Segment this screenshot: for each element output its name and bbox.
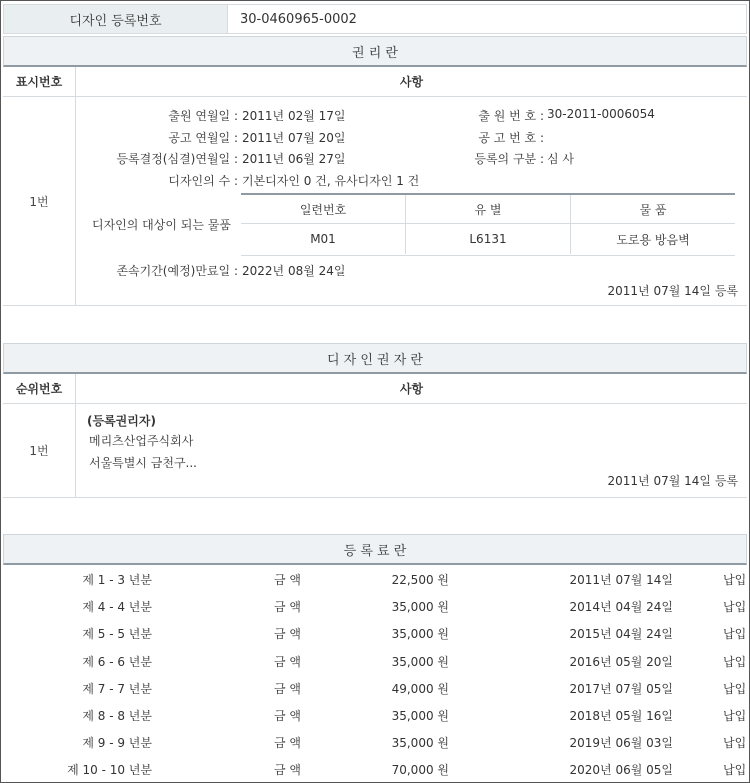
fee-paid-date: 2015년 04월 24일 — [569, 627, 673, 641]
holder-column-header — [3, 374, 747, 404]
pub-date: 2011년 07월 20일 — [242, 131, 346, 145]
holder-entry-number: 1번 — [3, 404, 76, 497]
holder-name: 메리츠산업주식회사 — [89, 434, 194, 448]
rights-registered-on: 2011년 07월 14일 등록 — [607, 284, 738, 298]
rights-col-content: 사항 — [399, 75, 424, 89]
holder-section-title: 디 자 인 권 자 란 — [3, 343, 747, 374]
decision-date: 2011년 06월 27일 — [242, 152, 346, 166]
fee-period: 제 6 - 6 년분 — [82, 655, 152, 669]
rights-column-header — [3, 67, 747, 97]
fee-amount-label: 금 액 — [274, 736, 301, 750]
fee-amount: 49,000 원 — [391, 682, 449, 696]
fee-amount: 35,000 원 — [391, 655, 449, 669]
fee-amount: 35,000 원 — [391, 736, 449, 750]
subject-col-serial: 일련번호 — [299, 202, 347, 217]
fee-period: 제 9 - 9 년분 — [82, 736, 152, 750]
subject-serial: M01 — [310, 232, 336, 246]
holder-col-content: 사항 — [399, 382, 424, 396]
design-count: 기본디자인 0 건, 유사디자인 1 건 — [242, 174, 420, 188]
fee-period: 제 8 - 8 년분 — [82, 709, 152, 723]
fee-amount: 35,000 원 — [391, 600, 449, 614]
design-count-label: 디자인의 수 : — [168, 174, 238, 188]
fee-paid-date: 2014년 04월 24일 — [569, 600, 673, 614]
fee-paid-date: 2020년 06월 05일 — [569, 763, 673, 777]
holder-col-num: 순위번호 — [3, 374, 76, 403]
filing-date-label: 출원 연월일 : — [168, 109, 238, 123]
fee-paid-date: 2017년 07월 05일 — [569, 682, 673, 696]
subject-table — [241, 193, 735, 256]
fee-paid-date: 2011년 07월 14일 — [569, 573, 673, 587]
filing-no: 30-2011-0006054 — [547, 107, 655, 121]
expiry-date: 2022년 08월 24일 — [242, 264, 346, 278]
fee-amount-label: 금 액 — [274, 573, 301, 587]
fee-status: 납입 — [723, 627, 747, 641]
fee-amount: 22,500 원 — [391, 573, 449, 587]
fee-paid-date: 2018년 05월 16일 — [569, 709, 673, 723]
subject-label: 디자인의 대상이 되는 물품 — [92, 218, 231, 232]
rights-section-title: 권 리 란 — [3, 36, 747, 67]
fee-period: 제 5 - 5 년분 — [82, 627, 152, 641]
fee-status: 납입 — [723, 655, 747, 669]
pub-no-label: 공 고 번 호 : — [478, 131, 544, 145]
fee-amount-label: 금 액 — [274, 682, 301, 696]
holder-registered-on: 2011년 07월 14일 등록 — [607, 474, 738, 488]
fee-period: 제 10 - 10 년분 — [67, 763, 152, 777]
rights-col-num: 표시번호 — [3, 67, 76, 96]
fee-paid-date: 2019년 06월 03일 — [569, 736, 673, 750]
filing-date: 2011년 02월 17일 — [242, 109, 346, 123]
fee-status: 납입 — [723, 573, 747, 587]
fee-amount: 35,000 원 — [391, 709, 449, 723]
fee-period: 제 4 - 4 년분 — [82, 600, 152, 614]
holder-role: (등록권리자) — [87, 414, 156, 428]
fee-status: 납입 — [723, 682, 747, 696]
fee-status: 납입 — [723, 709, 747, 723]
pub-date-label: 공고 연월일 : — [168, 131, 238, 145]
expiry-label: 존속기간(예정)만료일 : — [116, 264, 238, 278]
fee-amount-label: 금 액 — [274, 600, 301, 614]
fee-amount: 35,000 원 — [391, 627, 449, 641]
registration-number-value: 30-0460965-0002 — [240, 11, 357, 27]
fee-amount-label: 금 액 — [274, 627, 301, 641]
subject-col-article: 물 품 — [570, 195, 735, 223]
decision-date-label: 등록결정(심결)연월일 : — [116, 152, 238, 166]
fee-status: 납입 — [723, 600, 747, 614]
holder-address: 서울특별시 금천구... — [89, 456, 197, 470]
registration-number-row — [3, 4, 747, 34]
registration-number-label: 디자인 등록번호 — [4, 5, 228, 33]
subject-table-row — [241, 224, 735, 254]
fee-amount-label: 금 액 — [274, 655, 301, 669]
reg-type-label: 등록의 구분 : — [474, 152, 544, 166]
fee-amount-label: 금 액 — [274, 709, 301, 723]
subject-article: 도로용 방음벽 — [570, 224, 735, 254]
filing-no-label: 출 원 번 호 : — [478, 109, 544, 123]
fee-period: 제 7 - 7 년분 — [82, 682, 152, 696]
fee-status: 납입 — [723, 763, 747, 777]
subject-class: L6131 — [405, 224, 570, 254]
fee-paid-date: 2016년 05월 20일 — [569, 655, 673, 669]
fee-status: 납입 — [723, 736, 747, 750]
fees-section-title: 등 록 료 란 — [3, 534, 747, 565]
reg-type: 심 사 — [547, 152, 574, 166]
fee-amount-label: 금 액 — [274, 763, 301, 777]
fee-amount: 70,000 원 — [391, 763, 449, 777]
rights-entry-number: 1번 — [3, 97, 76, 305]
subject-col-class: 유 별 — [405, 195, 570, 223]
subject-table-header — [241, 195, 735, 224]
fee-period: 제 1 - 3 년분 — [82, 573, 152, 587]
